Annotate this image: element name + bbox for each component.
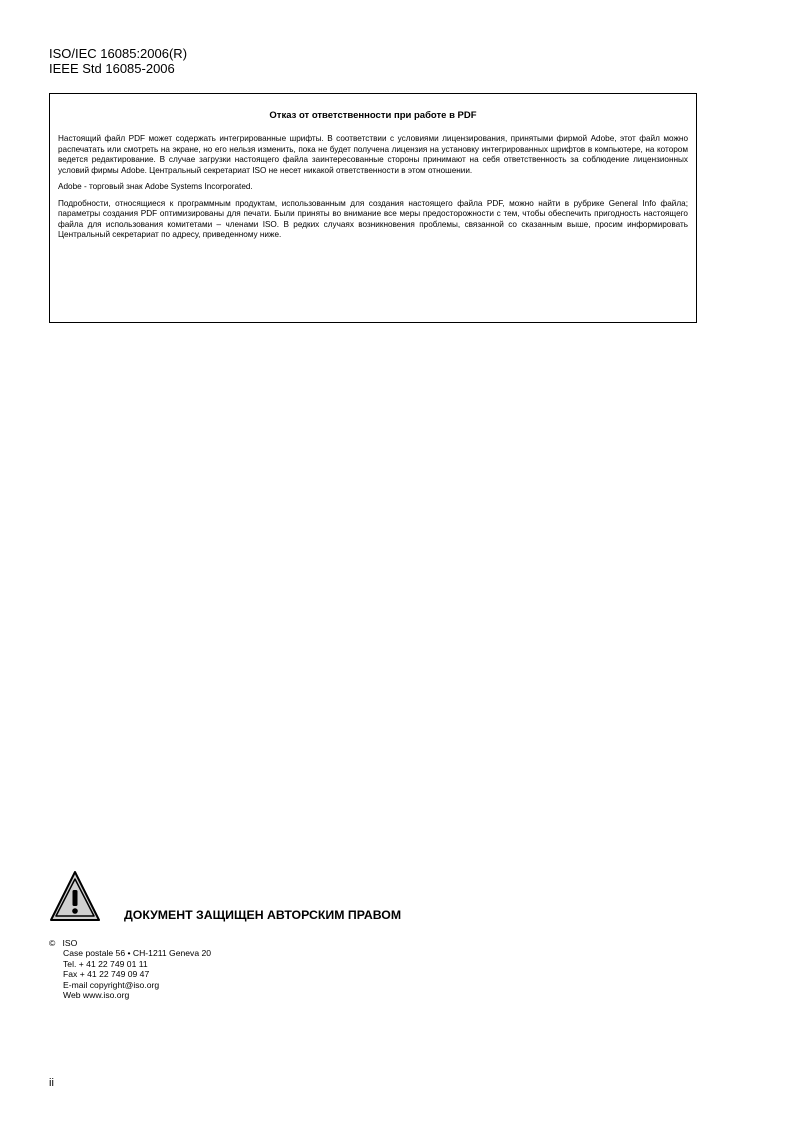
- iso-contact-info: [49, 938, 211, 1000]
- standard-number: ISO/IEC 16085:2006(R): [49, 46, 188, 61]
- page-number: ii: [49, 1077, 54, 1089]
- disclaimer-paragraph-details: Подробности, относящиеся к программным продуктам, использованным для создания настоящего файла PDF, можно найти в рубрике General Info файла; параметры создания PDF оптимизированы для печати. Были приняты во внимание все меры предосторожности с тем, чтобы обеспечить пригодность настоящего файла для использования комитетами – членами ISO. В редких случаях возникновения проблемы, связанной со сказанным выше, просим информировать Центральный секретариат по адресу, приведенному ниже.: [58, 198, 688, 239]
- website: Web www.iso.org: [63, 990, 130, 1001]
- copyright-protected-title: ДОКУМЕНТ ЗАЩИЩЕН АВТОРСКИМ ПРАВОМ: [124, 908, 402, 922]
- iso-address: [49, 948, 211, 1000]
- organization-name: ISO: [62, 938, 78, 948]
- disclaimer-title: Отказ от ответственности при работе в PDF: [269, 110, 477, 121]
- postal-address: Case postale 56 • CH-1211 Geneva 20: [63, 948, 212, 959]
- fax: Fax + 41 22 749 09 47: [63, 969, 150, 980]
- disclaimer-paragraph-fonts: Настоящий файл PDF может содержать интегрированные шрифты. В соответствии с условиями лицензирования, принятыми фирмой Adobe, этот файл можно распечатать или смотреть на экране, но его нельзя изменить, пока не будет получена лицензия на установку интегрированных шрифтов в компьютере, на котором ведется редактирование. В случае загрузки настоящего файла заинтересованные стороны принимают на себя ответственность за соблюдение лицензионных условий фирмы Adobe. Центральный секретариат ISO не несет никакой ответственности в этом отношении.: [58, 134, 688, 175]
- ieee-standard-number: IEEE Std 16085-2006: [49, 61, 175, 76]
- telephone: Tel. + 41 22 749 01 11: [63, 958, 148, 969]
- pdf-disclaimer-box: [49, 93, 697, 323]
- email: E-mail copyright@iso.org: [63, 979, 160, 990]
- warning-triangle-icon: [49, 870, 101, 922]
- disclaimer-paragraph-trademark: Adobe - торговый знак Adobe Systems Incorporated.: [58, 182, 253, 191]
- document-header: [49, 46, 187, 76]
- copyright-symbol: ©: [49, 938, 56, 948]
